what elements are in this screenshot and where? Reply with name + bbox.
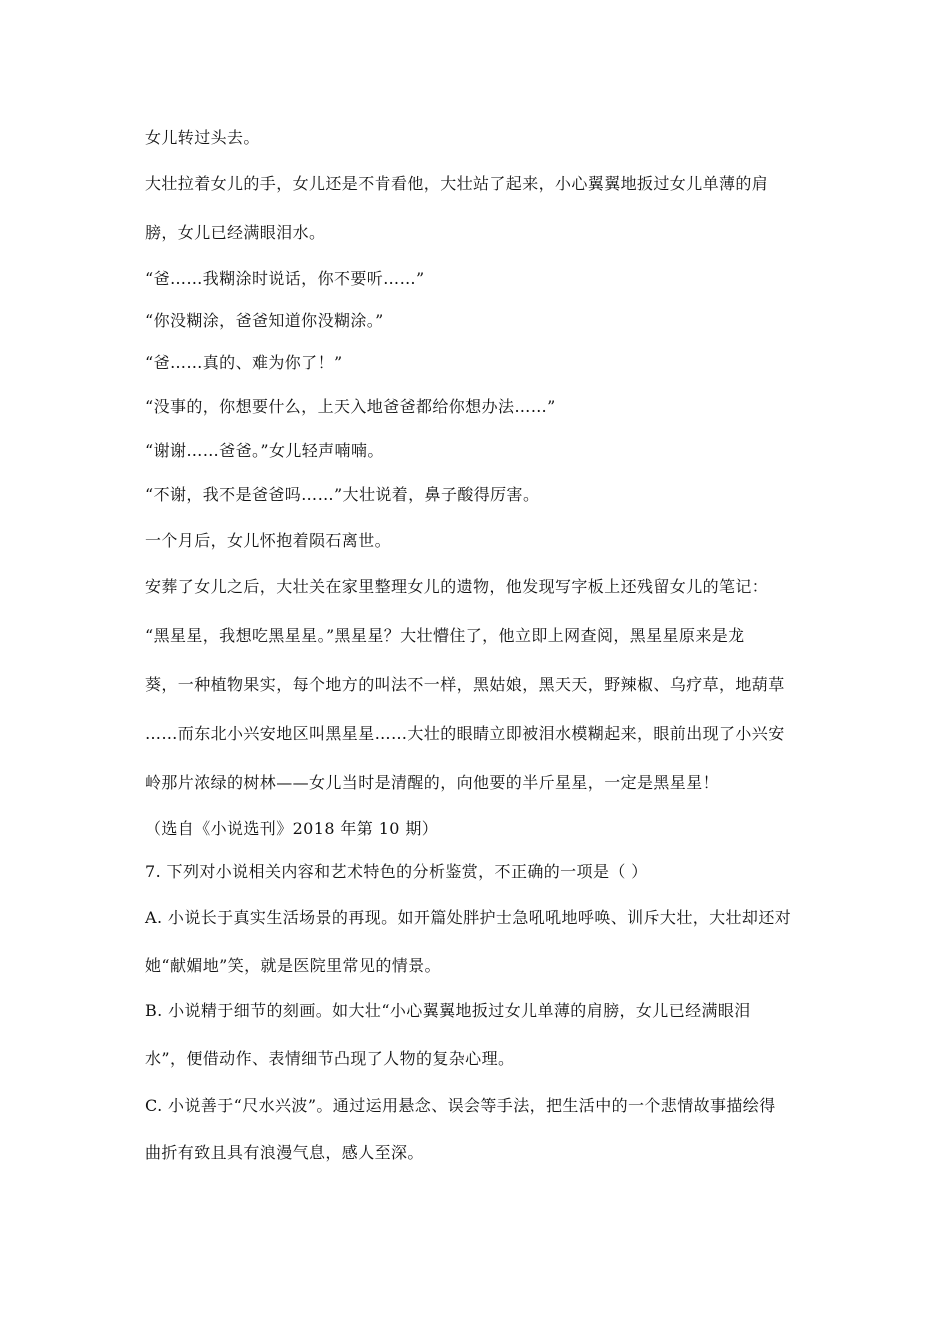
story-paragraph-line: 岭那片浓绿的树林——女儿当时是清醒的，向他要的半斤星星，一定是黑星星！ (145, 773, 720, 792)
dialogue-line: “谢谢……爸爸。”女儿轻声喃喃。 (145, 441, 384, 460)
dialogue-line: “爸……我糊涂时说话，你不要听……” (145, 269, 425, 288)
dialogue-line: “爸……真的、难为你了！” (145, 353, 343, 372)
option-a-line: A. 小说长于真实生活场景的再现。如开篇处胖护士急吼吼地呼唤、训斥大壮，大壮却还对 (145, 908, 792, 927)
option-c-line: C. 小说善于“尺水兴波”。通过运用悬念、误会等手法，把生活中的一个悲情故事描绘得 (145, 1096, 776, 1115)
dialogue-line: “没事的，你想要什么，上天入地爸爸都给你想办法……” (145, 397, 556, 416)
story-paragraph: 女儿转过头去。 (145, 128, 260, 147)
story-paragraph-line: “黑星星，我想吃黑星星。”黑星星？大壮懵住了，他立即上网查阅，黑星星原来是龙 (145, 626, 745, 645)
story-paragraph-line: 大壮拉着女儿的手，女儿还是不肯看他，大壮站了起来，小心翼翼地扳过女儿单薄的肩 (145, 174, 769, 193)
option-b-line: B. 小说精于细节的刻画。如大壮“小心翼翼地扳过女儿单薄的肩膀，女儿已经满眼泪 (145, 1001, 751, 1020)
question-stem: 7. 下列对小说相关内容和艺术特色的分析鉴赏，不正确的一项是（ ） (145, 862, 648, 881)
dialogue-line: “你没糊涂，爸爸知道你没糊涂。” (145, 311, 384, 330)
option-b-line: 水”，便借动作、表情细节凸现了人物的复杂心理。 (145, 1049, 515, 1068)
story-paragraph: 安葬了女儿之后，大壮关在家里整理女儿的遗物，他发现写字板上还残留女儿的笔记： (145, 577, 769, 596)
story-paragraph-line: 葵，一种植物果实，每个地方的叫法不一样，黑姑娘，黑天天，野辣椒、乌疗草，地葫草 (145, 675, 785, 694)
source-citation: （选自《小说选刊》2018 年第 10 期） (145, 819, 439, 838)
story-paragraph: 一个月后，女儿怀抱着陨石离世。 (145, 531, 392, 550)
option-a-line: 她“献媚地”笑，就是医院里常见的情景。 (145, 956, 441, 975)
story-paragraph-line: 膀，女儿已经满眼泪水。 (145, 223, 326, 242)
dialogue-line: “不谢，我不是爸爸吗……”大壮说着，鼻子酸得厉害。 (145, 485, 540, 504)
option-c-line: 曲折有致且具有浪漫气息，感人至深。 (145, 1143, 424, 1162)
story-paragraph-line: ……而东北小兴安地区叫黑星星……大壮的眼睛立即被泪水模糊起来，眼前出现了小兴安 (145, 724, 785, 743)
